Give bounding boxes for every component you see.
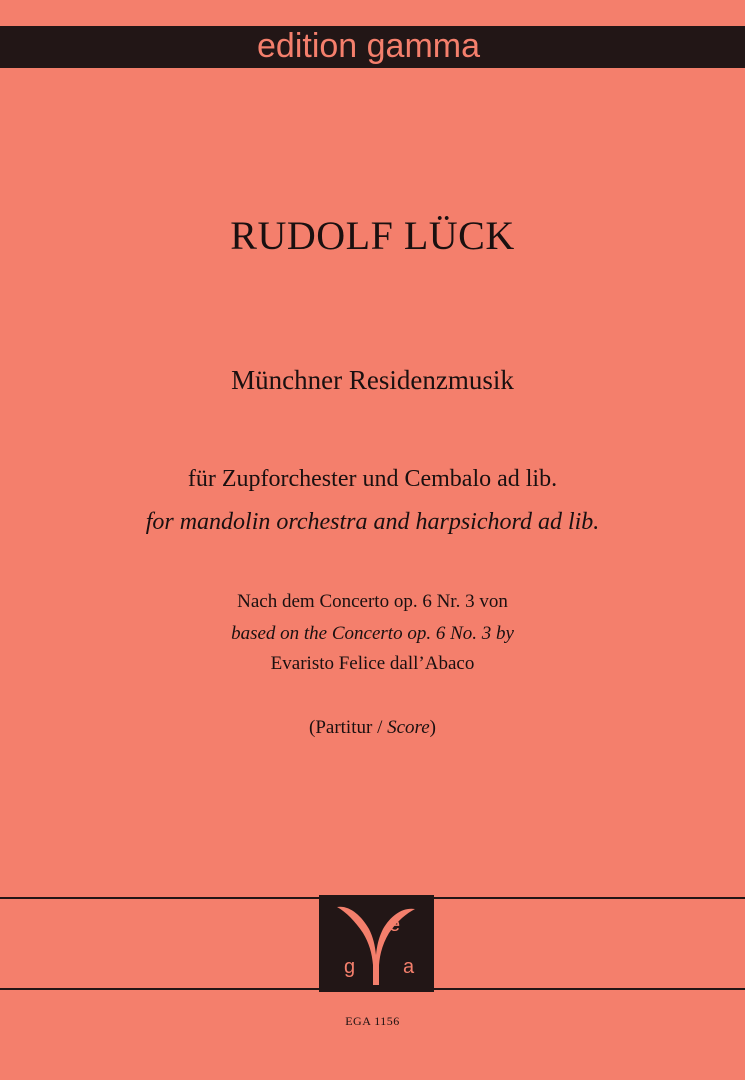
instrumentation-english: for mandolin orchestra and harpsichord ad lib. xyxy=(145,509,600,535)
composer-name: RUDOLF LÜCK xyxy=(230,213,515,258)
logo-graphic xyxy=(319,895,434,992)
instrumentation-german: für Zupforchester und Cembalo ad lib. xyxy=(187,466,558,492)
edition-gamma-logo-icon xyxy=(319,895,434,992)
score-label xyxy=(0,716,745,740)
score-label-prefix: (Partitur / xyxy=(309,717,388,738)
based-on-english: based on the Concerto op. 6 No. 3 by xyxy=(231,623,514,644)
original-composer: Evaristo Felice dall’Abaco xyxy=(270,653,475,674)
score-label-suffix: ) xyxy=(429,717,436,738)
based-on-german: Nach dem Concerto op. 6 Nr. 3 von xyxy=(237,591,508,612)
logo-letter-g: g xyxy=(344,956,356,978)
catalog-number: EGA 1156 xyxy=(345,1014,400,1028)
logo-letter-a: a xyxy=(403,956,415,978)
work-title: Münchner Residenzmusik xyxy=(231,365,514,395)
logo-letter-e: e xyxy=(389,914,401,936)
score-label-italic: Score xyxy=(387,717,430,738)
publisher-name: edition gamma xyxy=(257,27,481,65)
